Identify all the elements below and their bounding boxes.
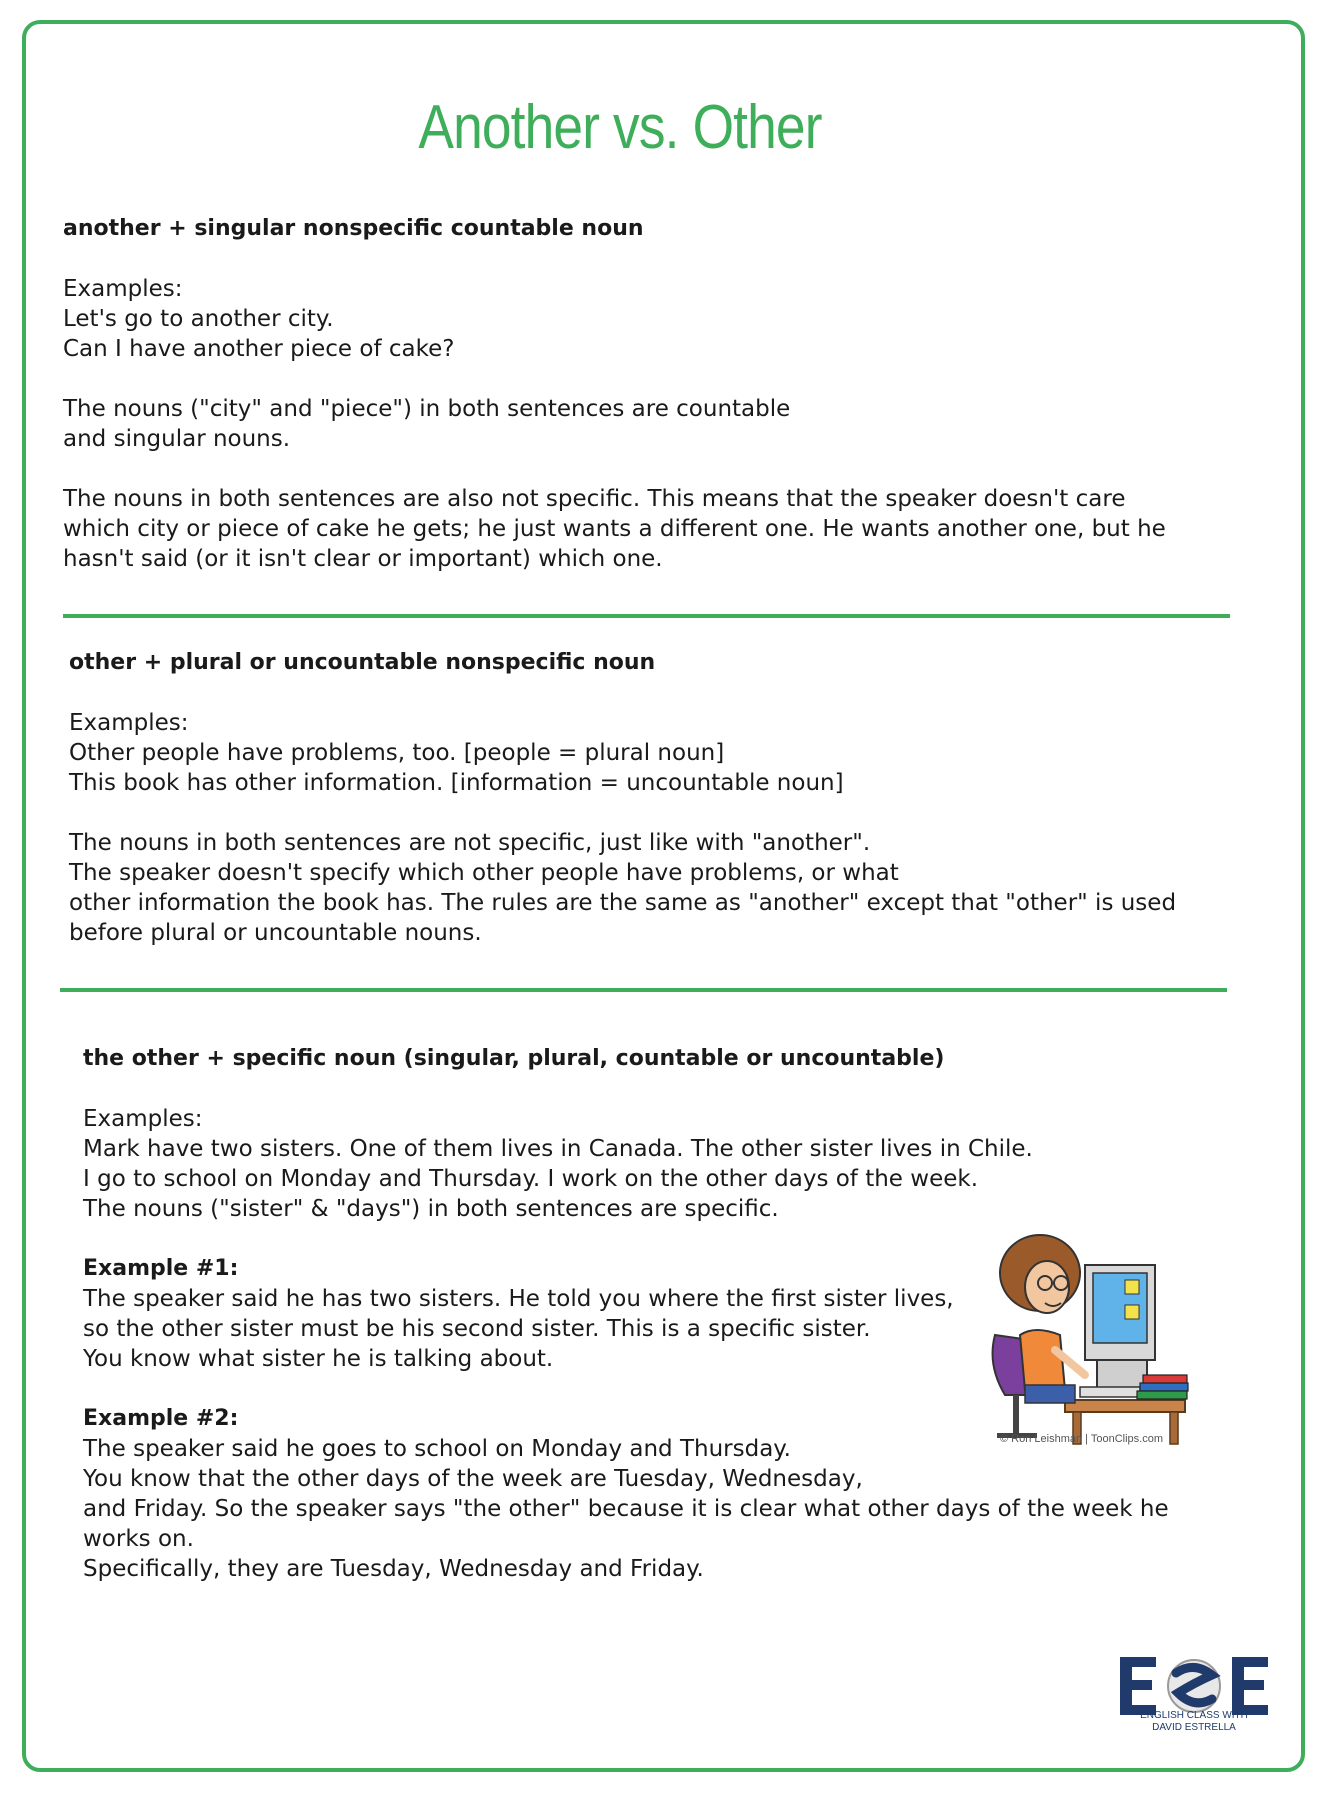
example-label: Example #2: bbox=[83, 1406, 239, 1431]
explanation-line: You know what sister he is talking about. bbox=[83, 1346, 554, 1372]
example-sentence: Let's go to another city. bbox=[63, 306, 334, 332]
section-heading: another + singular nonspecific countable noun bbox=[63, 216, 644, 241]
section-another bbox=[63, 214, 1213, 574]
explanation-line: hasn't said (or it isn't clear or important) which one. bbox=[63, 546, 663, 572]
explanation-line: before plural or uncountable nouns. bbox=[69, 920, 482, 946]
example-sentence: The nouns ("sister" & "days") in both sentences are specific. bbox=[83, 1196, 779, 1222]
section-divider bbox=[60, 988, 1227, 992]
explanation-line: which city or piece of cake he gets; he just wants a different one. He wants another one, but he bbox=[63, 516, 1166, 542]
examples-label: Examples: bbox=[63, 276, 183, 302]
explanation-line: and Friday. So the speaker says "the other" because it is clear what other days of the week he bbox=[83, 1496, 1169, 1522]
page-title: Another vs. Other bbox=[418, 93, 822, 162]
illustration-credit: © Ron Leishman | ToonClips.com bbox=[1000, 1433, 1164, 1445]
explanation-line: The speaker doesn't specify which other people have problems, or what bbox=[69, 860, 899, 886]
example-label: Example #1: bbox=[83, 1256, 239, 1281]
explanation-line: works on. bbox=[83, 1526, 194, 1552]
explanation-line: The speaker said he has two sisters. He told you where the first sister lives, bbox=[83, 1286, 954, 1312]
explanation-line: The nouns in both sentences are not specific, just like with "another". bbox=[69, 830, 871, 856]
examples-label: Examples: bbox=[83, 1106, 203, 1132]
explanation-line: The speaker said he goes to school on Monday and Thursday. bbox=[83, 1436, 791, 1462]
example-sentence: Other people have problems, too. [people = plural noun] bbox=[69, 740, 725, 766]
section-divider bbox=[63, 614, 1230, 618]
explanation-line: so the other sister must be his second sister. This is a specific sister. bbox=[83, 1316, 871, 1342]
section-heading: other + plural or uncountable nonspecific noun bbox=[69, 650, 656, 675]
computer-user-illustration bbox=[985, 1225, 1200, 1450]
example-sentence: I go to school on Monday and Thursday. I work on the other days of the week. bbox=[83, 1166, 979, 1192]
explanation-line: and singular nouns. bbox=[63, 426, 291, 452]
logo-caption-line: ENGLISH CLASS WITH bbox=[1140, 1710, 1248, 1721]
explanation-line: The nouns in both sentences are also not specific. This means that the speaker doesn't care bbox=[63, 486, 1126, 512]
examples-label: Examples: bbox=[69, 710, 189, 736]
example-sentence: This book has other information. [information = uncountable noun] bbox=[69, 770, 844, 796]
explanation-line: You know that the other days of the week are Tuesday, Wednesday, bbox=[83, 1466, 863, 1492]
explanation-line: The nouns ("city" and "piece") in both sentences are countable bbox=[63, 396, 791, 422]
section-heading: the other + specific noun (singular, plural, countable or uncountable) bbox=[83, 1046, 945, 1071]
logo-caption bbox=[1118, 1710, 1270, 1734]
explanation-line: Specifically, they are Tuesday, Wednesday and Friday. bbox=[83, 1556, 704, 1582]
section-other bbox=[69, 648, 1219, 948]
example-sentence: Can I have another piece of cake? bbox=[63, 336, 455, 362]
example-sentence: Mark have two sisters. One of them lives in Canada. The other sister lives in Chile. bbox=[83, 1136, 1033, 1162]
explanation-line: other information the book has. The rules are the same as "another" except that "other" is used bbox=[69, 890, 1177, 916]
logo-caption-line: DAVID ESTRELLA bbox=[1152, 1722, 1236, 1733]
